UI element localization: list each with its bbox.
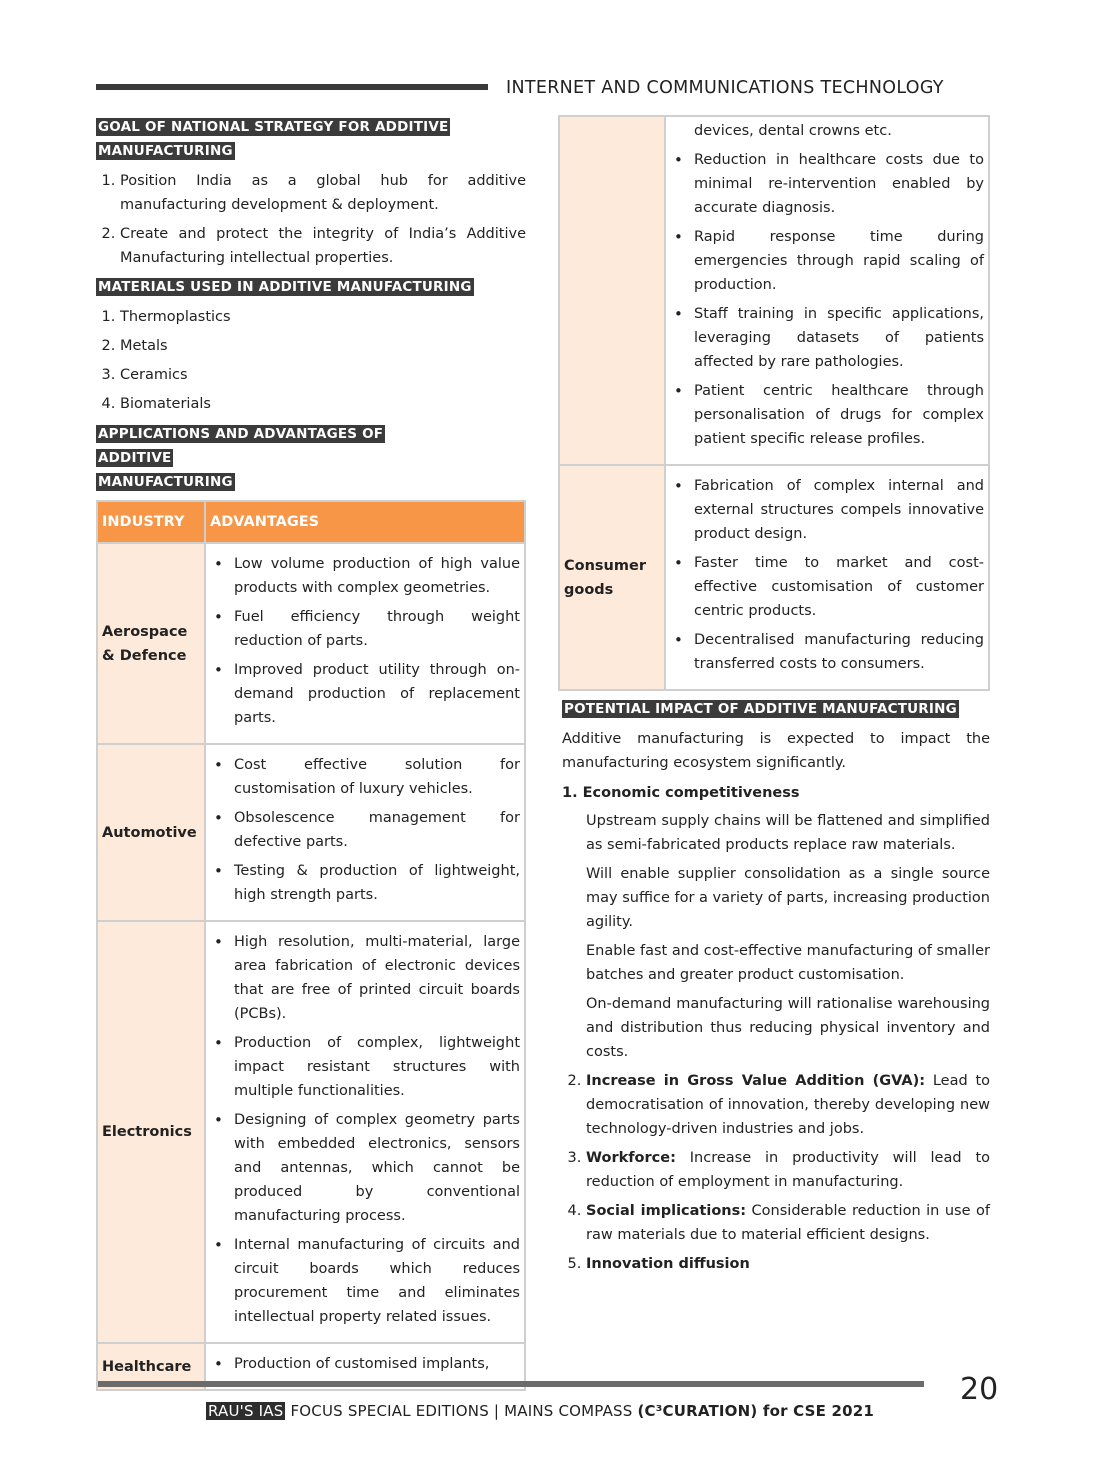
list-item: 1. Thermoplastics bbox=[120, 305, 526, 329]
list-item: • Improved product utility through on-demand production of replacement parts. bbox=[234, 658, 520, 730]
advantages-cell bbox=[665, 465, 989, 690]
industry-cell: Aerospace & Defence bbox=[97, 543, 205, 744]
list-item: • Internal manufacturing of circuits and circuit boards which reduces procurement time and eliminates intellectual property related issues. bbox=[234, 1233, 520, 1329]
list-item: • Cost effective solution for customisation of luxury vehicles. bbox=[234, 753, 520, 801]
industry-cell: Automotive bbox=[97, 744, 205, 921]
advantages-cell bbox=[665, 116, 989, 465]
industry-cell-empty bbox=[559, 116, 665, 465]
list-item: • High resolution, multi-material, large area fabrication of electronic devices that are free of printed circuit boards (PCBs). bbox=[234, 930, 520, 1026]
list-item: 1. Position India as a global hub for additive manufacturing development & deployment. bbox=[120, 169, 526, 217]
list-item: • Reduction in healthcare costs due to minimal re-intervention enabled by accurate diagnosis. bbox=[694, 148, 984, 220]
header-rule bbox=[96, 84, 488, 90]
list-item: 5. Innovation diffusion bbox=[586, 1252, 990, 1276]
table-row bbox=[559, 116, 989, 465]
left-column bbox=[96, 115, 526, 1391]
applications-heading: APPLICATIONS AND ADVANTAGES OF ADDITIVE MANUFACTURING bbox=[98, 426, 384, 490]
advantages-cell bbox=[205, 921, 525, 1343]
table-row bbox=[97, 921, 525, 1343]
list-item: • Patient centric healthcare through personalisation of drugs for complex patient specific release profiles. bbox=[694, 379, 984, 451]
footer-brand: RAU'S IAS bbox=[208, 1402, 284, 1420]
list-item: • Fuel efficiency through weight reduction of parts. bbox=[234, 605, 520, 653]
applications-table-continued bbox=[558, 115, 990, 691]
list-item: • Designing of complex geometry parts with embedded electronics, sensors and antennas, which cannot be produced by conventional manufacturing process. bbox=[234, 1108, 520, 1228]
list-item: 4. Biomaterials bbox=[120, 392, 526, 416]
materials-list bbox=[96, 305, 526, 416]
econ-point: Will enable supplier consolidation as a single source may suffice for a variety of parts, increasing production agility. bbox=[586, 866, 990, 930]
right-column bbox=[558, 115, 990, 1281]
table-row bbox=[97, 744, 525, 921]
list-item: 3. Ceramics bbox=[120, 363, 526, 387]
list-item: • Staff training in specific applications, leveraging datasets of patients affected by rare pathologies. bbox=[694, 302, 984, 374]
goal-list bbox=[96, 169, 526, 270]
footer bbox=[206, 1399, 874, 1423]
footer-bold: (C³CURATION) for CSE 2021 bbox=[637, 1402, 875, 1420]
table-header-row bbox=[97, 501, 525, 543]
advantages-cell bbox=[205, 744, 525, 921]
list-item: • Production of complex, lightweight impact resistant structures with multiple functionalities. bbox=[234, 1031, 520, 1103]
page-number: 20 bbox=[960, 1372, 999, 1407]
impact-list bbox=[562, 1069, 990, 1276]
table-row bbox=[97, 543, 525, 744]
table-row bbox=[559, 465, 989, 690]
list-item: • Faster time to market and cost-effective customisation of customer centric products. bbox=[694, 551, 984, 623]
column-header-advantages: ADVANTAGES bbox=[205, 501, 525, 543]
industry-cell: Healthcare bbox=[97, 1343, 205, 1390]
econ-point: Enable fast and cost-effective manufacturing of smaller batches and greater product customisation. bbox=[586, 943, 990, 983]
footer-text: FOCUS SPECIAL EDITIONS | MAINS COMPASS bbox=[285, 1402, 638, 1420]
list-item: • Rapid response time during emergencies through rapid scaling of production. bbox=[694, 225, 984, 297]
list-item: • Decentralised manufacturing reducing transferred costs to consumers. bbox=[694, 628, 984, 676]
list-item: • Testing & production of lightweight, high strength parts. bbox=[234, 859, 520, 907]
list-item: 2. Create and protect the integrity of India’s Additive Manufacturing intellectual properties. bbox=[120, 222, 526, 270]
goal-heading: GOAL OF NATIONAL STRATEGY FOR ADDITIVE MANUFACTURING bbox=[98, 119, 449, 159]
list-item: • Production of customised implants, bbox=[234, 1352, 520, 1376]
econ-title: 1. Economic competitiveness bbox=[562, 785, 800, 801]
continued-text: devices, dental crowns etc. bbox=[694, 123, 892, 139]
econ-point: On-demand manufacturing will rationalise warehousing and distribution thus reducing physical inventory and costs. bbox=[586, 996, 990, 1060]
impact-intro: Additive manufacturing is expected to impact the manufacturing ecosystem significantly. bbox=[562, 731, 990, 771]
list-item: 3. Workforce: Increase in productivity will lead to reduction of employment in manufacturing. bbox=[586, 1146, 990, 1194]
list-item: • Fabrication of complex internal and external structures compels innovative product design. bbox=[694, 474, 984, 546]
industry-cell: Consumer goods bbox=[559, 465, 665, 690]
advantages-cell bbox=[205, 543, 525, 744]
materials-heading: MATERIALS USED IN ADDITIVE MANUFACTURING bbox=[98, 279, 472, 295]
footer-rule bbox=[98, 1381, 924, 1387]
list-item: • Low volume production of high value products with complex geometries. bbox=[234, 552, 520, 600]
chapter-title: INTERNET AND COMMUNICATIONS TECHNOLOGY bbox=[506, 78, 944, 98]
applications-table bbox=[96, 500, 526, 1391]
list-item: • Obsolescence management for defective parts. bbox=[234, 806, 520, 854]
list-item: 2. Increase in Gross Value Addition (GVA): Lead to democratisation of innovation, thereby developing new technology-driven industries and jobs. bbox=[586, 1069, 990, 1141]
impact-heading: POTENTIAL IMPACT OF ADDITIVE MANUFACTURING bbox=[564, 701, 957, 717]
econ-point: Upstream supply chains will be flattened and simplified as semi-fabricated products replace raw materials. bbox=[586, 813, 990, 853]
industry-cell: Electronics bbox=[97, 921, 205, 1343]
impact-section bbox=[558, 697, 990, 1276]
list-item: 2. Metals bbox=[120, 334, 526, 358]
list-item: 4. Social implications: Considerable reduction in use of raw materials due to material efficient designs. bbox=[586, 1199, 990, 1247]
column-header-industry: INDUSTRY bbox=[97, 501, 205, 543]
